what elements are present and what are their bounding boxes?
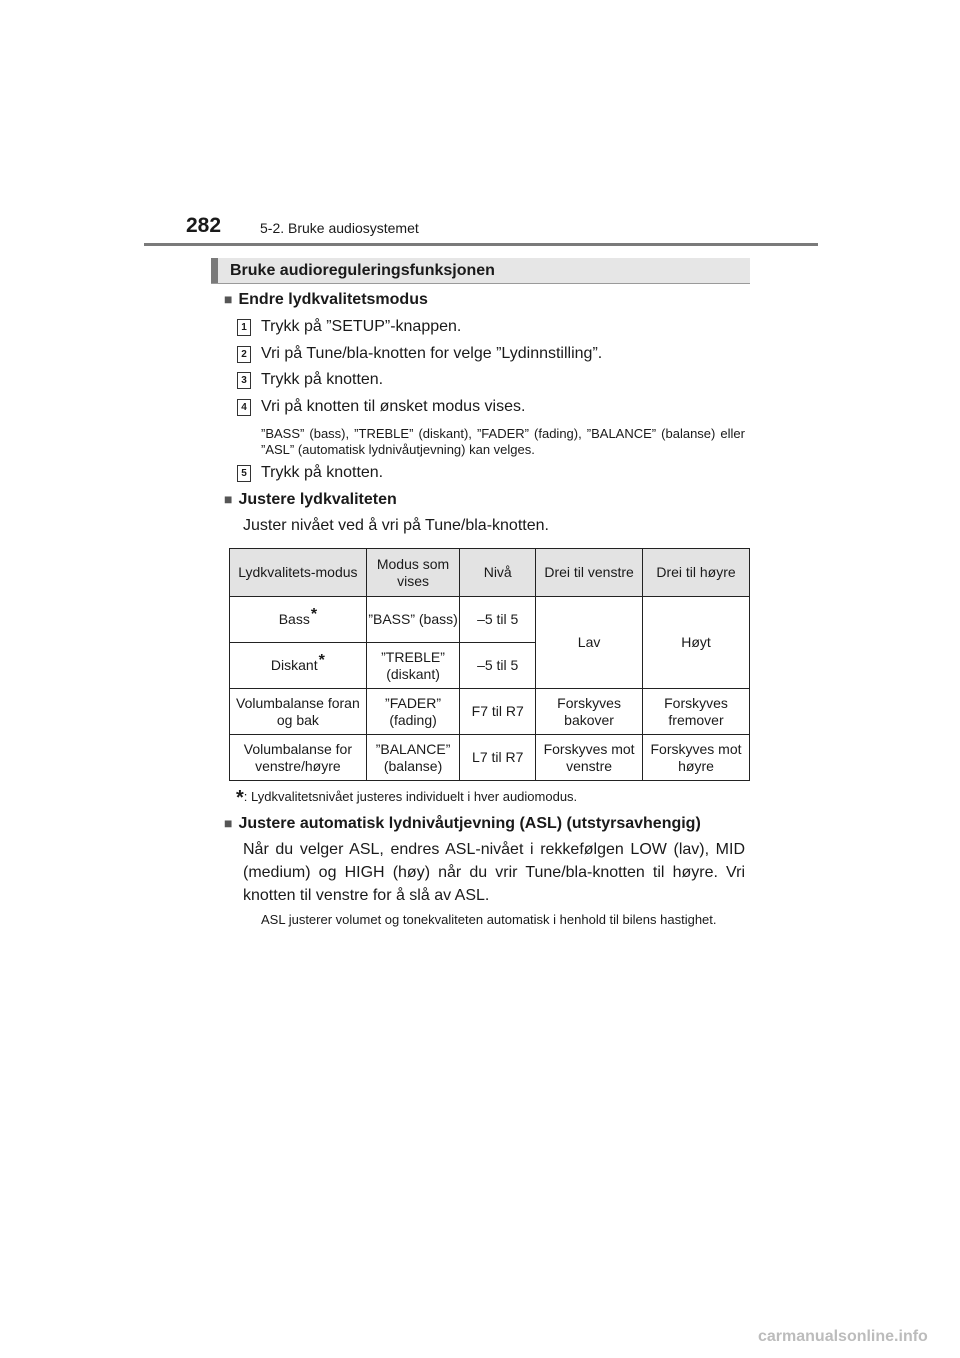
heading-asl-text: Justere automatisk lydnivåutjevning (ASL) (utstyrsavhengig): [238, 815, 701, 832]
step-text: Vri på Tune/bla-knotten for velge ”Lydinnstilling”.: [261, 345, 603, 362]
table-cell: ”TREBLE” (diskant): [366, 643, 460, 689]
heading-endre-text: Endre lydkvalitetsmodus: [238, 291, 428, 308]
page-number: 282: [186, 214, 222, 237]
step-text: Trykk på knotten.: [261, 464, 384, 481]
watermark: carmanualsonline.info: [758, 1328, 928, 1345]
table-cell: –5 til 5: [460, 643, 536, 689]
mode-label: Bass: [278, 611, 310, 627]
table-cell: F7 til R7: [460, 689, 536, 735]
column-header: Drei til høyre: [643, 549, 750, 597]
column-header: Drei til venstre: [536, 549, 643, 597]
square-bullet-icon: ■: [224, 291, 233, 307]
footnote: [236, 784, 577, 807]
table-cell: L7 til R7: [460, 735, 536, 781]
heading-asl: [224, 815, 701, 833]
step-text: Trykk på ”SETUP”-knappen.: [261, 318, 462, 335]
column-header: Nivå: [460, 549, 536, 597]
section-bar: [211, 258, 750, 284]
asterisk: *: [310, 606, 318, 623]
step-number: 1: [237, 319, 251, 336]
table-cell: ”BALANCE” (balanse): [366, 735, 460, 781]
column-header: Lydkvalitets-modus: [230, 549, 367, 597]
table-cell: Forskyves mot høyre: [643, 735, 750, 781]
step-number: 2: [237, 346, 251, 363]
table-cell: [230, 643, 367, 689]
table-cell: Forskyves bakover: [536, 689, 643, 735]
table-cell: Forskyves mot venstre: [536, 735, 643, 781]
mode-label: Diskant: [270, 657, 318, 673]
asl-note: ASL justerer volumet og tonekvaliteten automatisk i henhold til bilens hastighet.: [261, 912, 717, 927]
table-cell: Volumbalanse foran og bak: [230, 689, 367, 735]
sound-quality-table: [229, 548, 750, 781]
asterisk: *: [318, 652, 325, 669]
section-rule: [211, 283, 750, 284]
step-number: 3: [237, 372, 251, 389]
column-header: Modus som vises: [366, 549, 460, 597]
footnote-text: : Lydkvalitetsnivået justeres individuelt i hver audiomodus.: [243, 789, 578, 804]
footnote-asterisk: *: [236, 787, 244, 809]
table-cell: Volumbalanse for venstre/høyre: [230, 735, 367, 781]
chapter-title: 5-2. Bruke audiosystemet: [260, 220, 419, 236]
table-cell: –5 til 5: [460, 597, 536, 643]
table-row: [230, 689, 750, 735]
step-text: Vri på knotten til ønsket modus vises.: [261, 398, 526, 415]
table-cell-shared: Høyt: [643, 597, 750, 689]
heading-endre: [224, 291, 428, 309]
table-cell: ”BASS” (bass): [366, 597, 460, 643]
table-row: [230, 597, 750, 643]
table-cell-shared: Lav: [536, 597, 643, 689]
step-number: 5: [237, 465, 251, 482]
heading-justere-text: Justere lydkvaliteten: [238, 491, 397, 508]
table-cell: [230, 597, 367, 643]
table-cell: Forskyves fremover: [643, 689, 750, 735]
square-bullet-icon: ■: [224, 491, 233, 507]
table-cell: ”FADER” (fading): [366, 689, 460, 735]
section-title: Bruke audioreguleringsfunksjonen: [230, 262, 495, 279]
note-endre: ”BASS” (bass), ”TREBLE” (diskant), ”FADER” (fading), ”BALANCE” (balanse) eller ”ASL” (automatisk lydnivåutjevning) kan velges.: [261, 426, 745, 457]
table-row: [230, 735, 750, 781]
asl-text: Når du velger ASL, endres ASL-nivået i rekkefølgen LOW (lav), MID (medium) og HIGH (høy) når du vrir Tune/bla-knotten til høyre. Vri knotten til venstre for å slå av ASL.: [243, 841, 745, 904]
square-bullet-icon: ■: [224, 815, 233, 831]
table-header-row: [230, 549, 750, 597]
step-number: 4: [237, 399, 251, 416]
step-text: Trykk på knotten.: [261, 371, 384, 388]
header-rule: [144, 243, 818, 246]
justere-text: Juster nivået ved å vri på Tune/bla-knotten.: [243, 517, 549, 534]
heading-justere: [224, 491, 397, 509]
